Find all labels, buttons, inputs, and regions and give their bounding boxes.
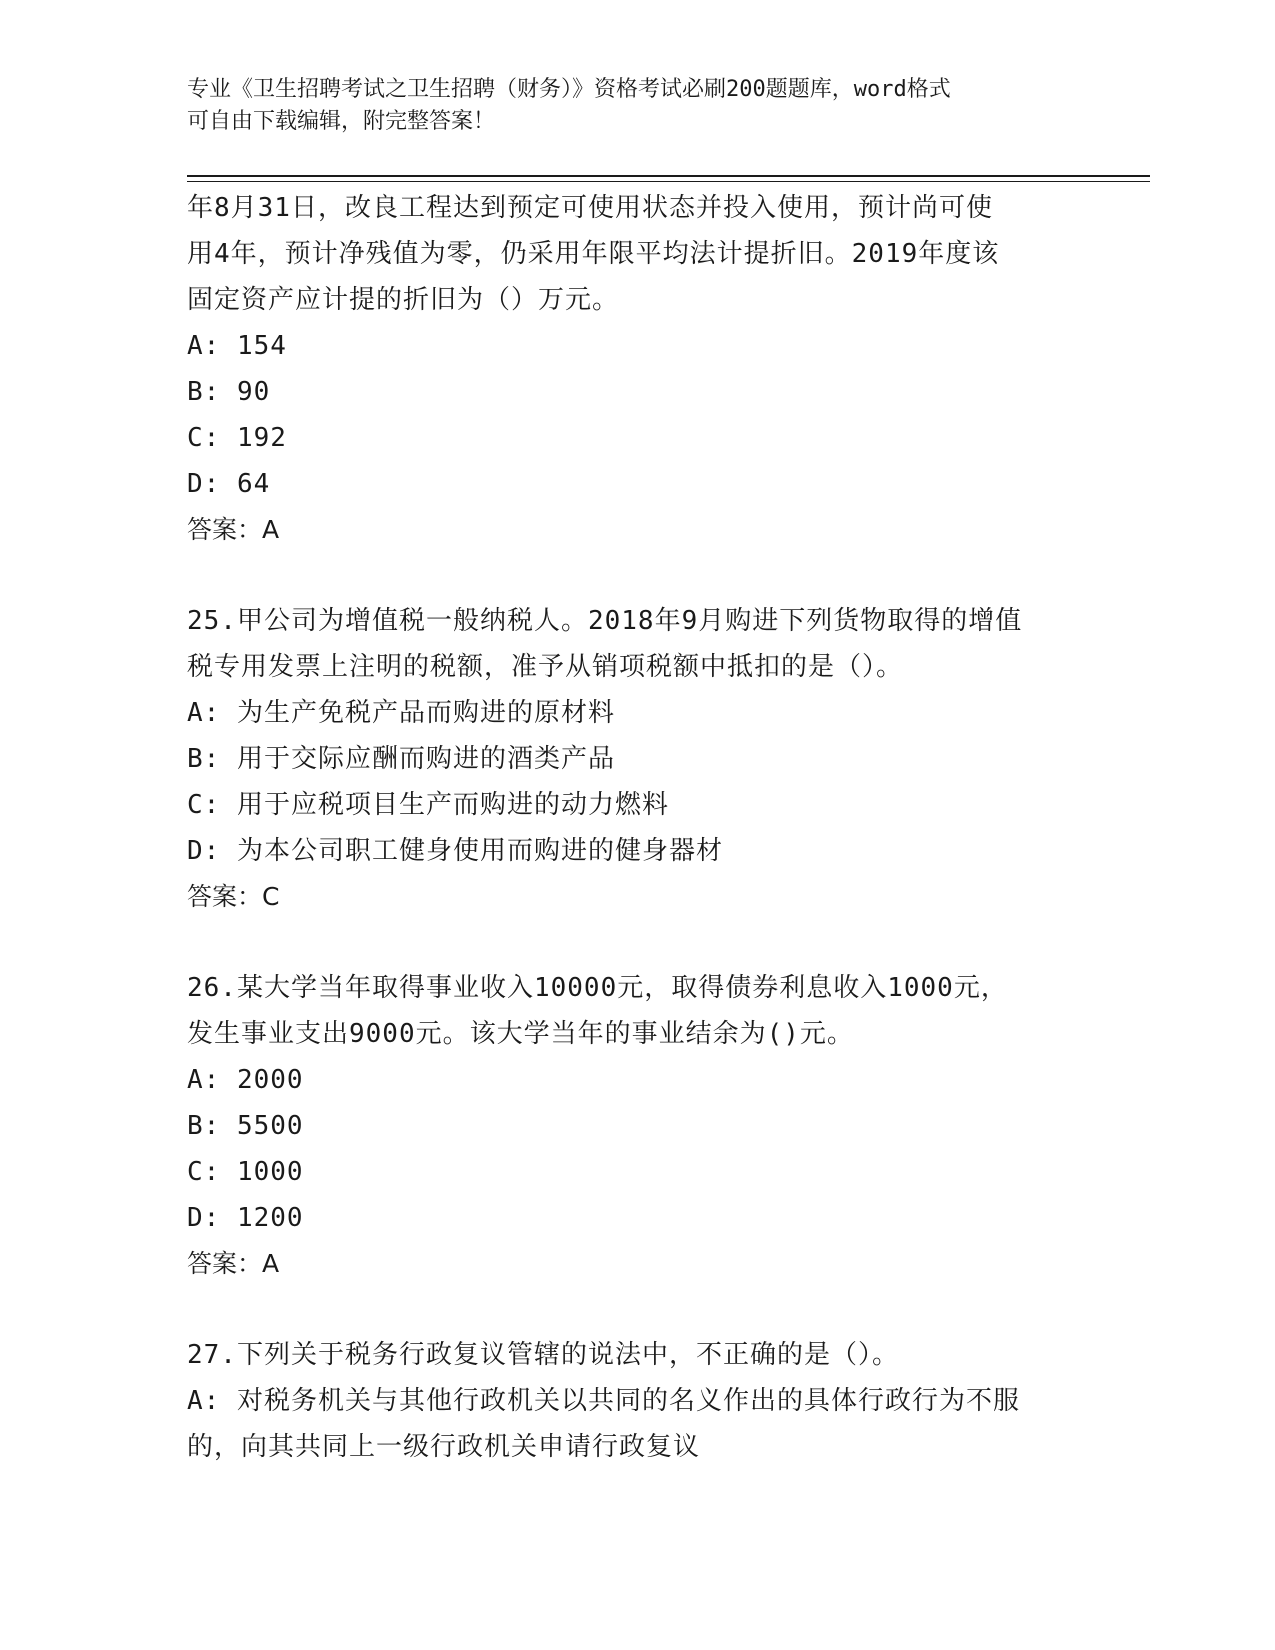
question-stem-line: 27.下列关于税务行政复议管辖的说法中，不正确的是（）。	[187, 1340, 899, 1370]
document-header	[187, 74, 1067, 138]
answer-key: 答案：A	[187, 1249, 280, 1278]
question-stem-line: 发生事业支出9000元。该大学当年的事业结余为()元。	[187, 1019, 854, 1049]
option-b: B: 用于交际应酬而购进的酒类产品	[187, 744, 615, 774]
question-stem-line: 25.甲公司为增值税一般纳税人。2018年9月购进下列货物取得的增值	[187, 606, 1023, 636]
option-c: C: 1000	[187, 1157, 304, 1187]
question-27	[187, 1332, 1087, 1470]
question-stem-line: 税专用发票上注明的税额，准予从销项税额中抵扣的是（）。	[187, 652, 904, 682]
option-d: D: 64	[187, 469, 271, 499]
question-list	[187, 185, 1087, 1470]
question-stem-line: 年8月31日，改良工程达到预定可使用状态并投入使用，预计尚可使	[187, 193, 993, 223]
option-a: A: 为生产免税产品而购进的原材料	[187, 698, 615, 728]
question-24	[187, 185, 1087, 553]
question-stem-line: 用4年，预计净残值为零，仍采用年限平均法计提折旧。2019年度该	[187, 239, 1000, 269]
option-a: A: 对税务机关与其他行政机关以共同的名义作出的具体行政行为不服	[187, 1386, 1020, 1416]
option-a-continued: 的，向其共同上一级行政机关申请行政复议	[187, 1432, 701, 1462]
option-a: A: 154	[187, 331, 287, 361]
option-c: C: 用于应税项目生产而购进的动力燃料	[187, 790, 669, 820]
answer-key: 答案：A	[187, 515, 280, 544]
question-26	[187, 965, 1087, 1287]
option-d: D: 1200	[187, 1203, 304, 1233]
option-c: C: 192	[187, 423, 287, 453]
question-stem-line: 固定资产应计提的折旧为（）万元。	[187, 285, 620, 315]
option-a: A: 2000	[187, 1065, 304, 1095]
header-title-line-2: 可自由下载编辑，附完整答案！	[187, 109, 496, 134]
question-spacer	[187, 553, 1087, 598]
question-spacer	[187, 920, 1087, 965]
question-stem-line: 26.某大学当年取得事业收入10000元，取得债券利息收入1000元，	[187, 973, 1008, 1003]
question-25	[187, 598, 1087, 920]
question-spacer	[187, 1287, 1087, 1332]
header-title-line-1: 专业《卫生招聘考试之卫生招聘（财务）》资格考试必刷200题题库，word格式	[187, 77, 951, 102]
option-d: D: 为本公司职工健身使用而购进的健身器材	[187, 836, 723, 866]
answer-key: 答案：C	[187, 882, 280, 911]
header-divider-thick	[187, 175, 1150, 177]
option-b: B: 90	[187, 377, 271, 407]
header-divider-thin	[187, 181, 1150, 182]
option-b: B: 5500	[187, 1111, 304, 1141]
